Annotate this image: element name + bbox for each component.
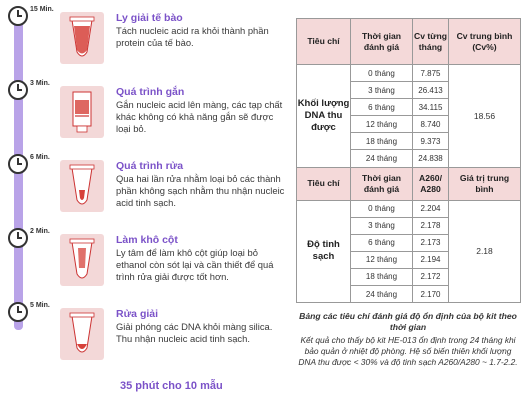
clock-icon xyxy=(8,154,28,174)
stability-table-section xyxy=(296,18,520,368)
step-title: Ly giải tế bào xyxy=(116,12,183,24)
tube-icon xyxy=(60,160,104,212)
step-minutes: 2 Min. xyxy=(30,228,50,235)
step-washing xyxy=(0,154,290,224)
time-cell: 12 tháng xyxy=(351,251,413,268)
table-caption-body: Kết quả cho thấy bộ kit HE-013 ổn định trong 24 tháng khi bảo quản ở nhiệt độ phòng. Hệ số biến thiên khối lượng DNA thu được < 30% và độ tinh sạch A260/A280 ~ 1.7-2.2. xyxy=(298,335,518,368)
criterion-cell: Khối lượng DNA thu được xyxy=(297,65,351,168)
value-cell: 8.740 xyxy=(413,116,449,133)
time-cell: 3 tháng xyxy=(351,217,413,234)
column-header: Thời gian đánh giá xyxy=(351,19,413,65)
column-header: Thời gian đánh giá xyxy=(351,167,413,200)
value-cell: 2.170 xyxy=(413,286,449,303)
column-header: Tiêu chí xyxy=(297,167,351,200)
time-cell: 6 tháng xyxy=(351,99,413,116)
clock-icon xyxy=(8,228,28,248)
step-binding xyxy=(0,80,290,150)
step-desc: Giải phóng các DNA khỏi màng silica. Thu nhận nucleic acid tinh sạch. xyxy=(116,321,273,345)
time-cell: 0 tháng xyxy=(351,200,413,217)
column-header: Cv từng tháng xyxy=(413,19,449,65)
column-header: Giá trị trung bình xyxy=(449,167,521,200)
time-cell: 12 tháng xyxy=(351,116,413,133)
average-cell: 2.18 xyxy=(449,200,521,303)
value-cell: 2.172 xyxy=(413,268,449,285)
clock-icon xyxy=(8,302,28,322)
time-cell: 24 tháng xyxy=(351,286,413,303)
average-cell: 18.56 xyxy=(449,65,521,168)
value-cell: 2.204 xyxy=(413,200,449,217)
clock-icon xyxy=(8,80,28,100)
step-title: Quá trình gắn xyxy=(116,86,185,98)
step-title: Quá trình rửa xyxy=(116,160,184,172)
column-header: Cv trung bình (Cv%) xyxy=(449,19,521,65)
total-time: 35 phút cho 10 mẫu xyxy=(120,380,223,392)
time-cell: 3 tháng xyxy=(351,82,413,99)
tube-icon xyxy=(60,308,104,360)
step-title: Làm khô cột xyxy=(116,234,178,246)
table-header-row xyxy=(297,19,521,65)
time-cell: 18 tháng xyxy=(351,133,413,150)
value-cell: 9.373 xyxy=(413,133,449,150)
time-cell: 24 tháng xyxy=(351,150,413,167)
stability-table xyxy=(296,18,521,303)
value-cell: 34.115 xyxy=(413,99,449,116)
table-header-row xyxy=(297,167,521,200)
time-cell: 6 tháng xyxy=(351,234,413,251)
tube-icon xyxy=(60,234,104,286)
step-desc: Ly tâm để làm khô cột giúp loại bỏ ethanol còn sót lại và cần thiết để quá trình rửa giải được tốt hơn. xyxy=(116,247,274,283)
table-row xyxy=(297,65,521,82)
value-cell: 24.838 xyxy=(413,150,449,167)
step-minutes: 15 Min. xyxy=(30,6,54,13)
column-header: A260/ A280 xyxy=(413,167,449,200)
step-elution xyxy=(0,302,290,372)
time-cell: 0 tháng xyxy=(351,65,413,82)
value-cell: 2.178 xyxy=(413,217,449,234)
criterion-cell: Độ tinh sạch xyxy=(297,200,351,303)
step-title: Rửa giải xyxy=(116,308,159,320)
column-header: Tiêu chí xyxy=(297,19,351,65)
step-minutes: 6 Min. xyxy=(30,154,50,161)
step-minutes: 3 Min. xyxy=(30,80,50,87)
table-row xyxy=(297,200,521,217)
time-cell: 18 tháng xyxy=(351,268,413,285)
tube-icon xyxy=(60,12,104,64)
spin-column-icon xyxy=(60,86,104,138)
table-caption-title: Bảng các tiêu chí đánh giá độ ổn định của bộ kit theo thời gian xyxy=(299,311,517,333)
step-lysis xyxy=(0,6,290,76)
value-cell: 7.875 xyxy=(413,65,449,82)
step-desc: Tách nucleic acid ra khỏi thành phần protein của tế bào. xyxy=(116,25,269,49)
value-cell: 2.173 xyxy=(413,234,449,251)
value-cell: 2.194 xyxy=(413,251,449,268)
step-minutes: 5 Min. xyxy=(30,302,50,309)
value-cell: 26.413 xyxy=(413,82,449,99)
step-desc: Qua hai lần rửa nhằm loại bỏ các thành phần không sạch nhằm thu nhận nucleic acid tinh sạch. xyxy=(116,173,285,209)
step-drying xyxy=(0,228,290,298)
step-desc: Gắn nucleic acid lên màng, các tạp chất khác không có khả năng gắn sẽ được loại bỏ. xyxy=(116,99,283,135)
clock-icon xyxy=(8,6,28,26)
